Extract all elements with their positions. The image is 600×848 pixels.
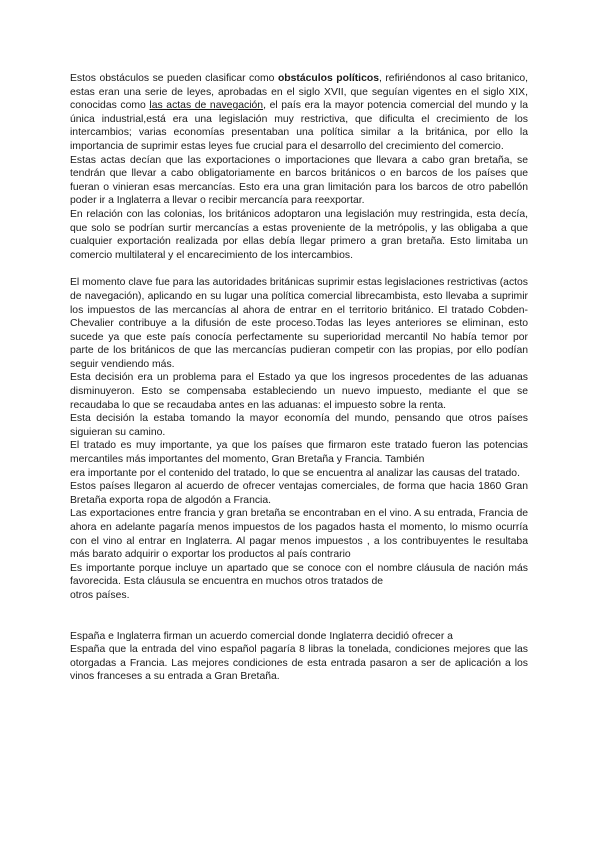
paragraph-tratado-importante: El tratado es muy importante, ya que los países que firmaron este tratado fueron las potencias mercantiles más importantes del momento, Gran Bretaña y Francia. También [70,440,528,466]
p1-underlined-term: las actas de navegación [149,100,264,112]
p1-bold-term: obstáculos políticos [277,73,379,84]
paragraph-gap [70,262,528,276]
paragraph-exportaciones-vino: Las exportaciones entre francia y gran bretaña se encontraban en el vino. A su entrada, Francia de ahora en adelante pagaría menos impuestos de los pagados hasta el momento, lo mismo ocurría con el vino al entrar en Inglaterra. Al pagar menos impuestos , a los contribuyentes le resultaba más barato adquirir o exportar los productos al país contrario [70,508,528,561]
p1-text-end: , el país era la mayor potencia comercial del mundo y la única industrial,está era una legislación muy restrictiva, que dificulta el crecimiento de los intercambios; varias economías presentaban una política similar a la británica, por ello la importancia de suprimir estas leyes fue crucial para el desarrollo del crecimiento del comercio. [70,100,528,152]
paragraph-obstaculos [70,72,528,154]
p13-rest: España que la entrada del vino español pagaría 8 libras la tonelada, condiciones mejores que las otorgadas a Francia. Las mejores condiciones de esta entrada pasaron a ser de aplicación a los vinos franceses a su entrada a Gran Bretaña. [70,644,528,683]
p1-text-middle: , refiriéndonos al caso britanico, estas eran una serie de leyes, aprobadas en el siglo XVII, que seguían vigentes en el siglo XIX, conocidas como [70,73,528,112]
paragraph-ventajas-comerciales: Estos países llegaron al acuerdo de ofrecer ventajas comerciales, de forma que hacia 1860 Gran Bretaña exporta ropa de algodón a Francia. [70,481,528,506]
paragraph-gap-large [70,603,528,630]
paragraph-colonias: En relación con las colonias, los británicos adoptaron una legislación muy restringida, esta decía, que solo se podrían surtir mercancías a estas proveniente de la metrópolis, y las obligaba a que cualquier exportación realizada por ellas debía llegar primero a gran bretaña. Esto limitaba un comercio multilateral y el encarecimiento de los intercambios. [70,208,528,261]
paragraph-contenido-tratado: era importante por el contenido del tratado, lo que se encuentra al analizar las causas del tratado. [70,467,520,479]
p1-text-start: Estos obstáculos se pueden clasificar como [70,73,278,84]
paragraph-otros-paises: otros países. [70,589,130,601]
paragraph-espana-inglaterra [70,630,528,684]
paragraph-mayor-economia: Esta decisión la estaba tomando la mayor economía del mundo, pensando que otros países siguieran su camino. [70,413,528,438]
paragraph-actas: Estas actas decían que las exportaciones o importaciones que llevara a cabo gran bretaña, se tendrán que llevar a cabo obligatoriamente en barcos británicos o en barcos de los países que fueran o vinieran esas mercancías. Esto era una gran limitación para los barcos de otro pabellón poder ir a Inglaterra a llevar o recibir mercancía para reexportar. [70,154,528,207]
p13-first-line: España e Inglaterra firman un acuerdo comercial donde Inglaterra decidió ofrecer a [70,630,453,642]
document-page [70,72,528,684]
paragraph-momento-clave: El momento clave fue para las autoridades británicas suprimir estas legislaciones restrictivas (actos de navegación), aplicando en su lugar una política comercial librecambista, esto llevaba a suprimir los impuestos de las mercancías al ahora de entrar en el territorio británico. El tratado Cobden-Chevalier contribuye a la difusión de este proceso.Todas las leyes anteriores se eliminan, esto sucede ya que este país conocía perfectamente su superioridad mercantil No había temor por parte de los británicos de que las mercancías pudieran competir con las propias, por ello podían seguir vendiendo más. [70,277,528,370]
paragraph-decision-estado: Esta decisión era un problema para el Estado ya que los ingresos procedentes de las aduanas disminuyeron. Esto se compensaba estableciendo un nuevo impuesto, mediante el que se recaudaba lo que se recaudaba antes en las aduanas: el impuesto sobre la renta. [70,372,528,411]
paragraph-clausula-nacion: Es importante porque incluye un apartado que se conoce con el nombre cláusula de nación más favorecida. Esta cláusula se encuentra en muchos otros tratados de [70,562,528,588]
